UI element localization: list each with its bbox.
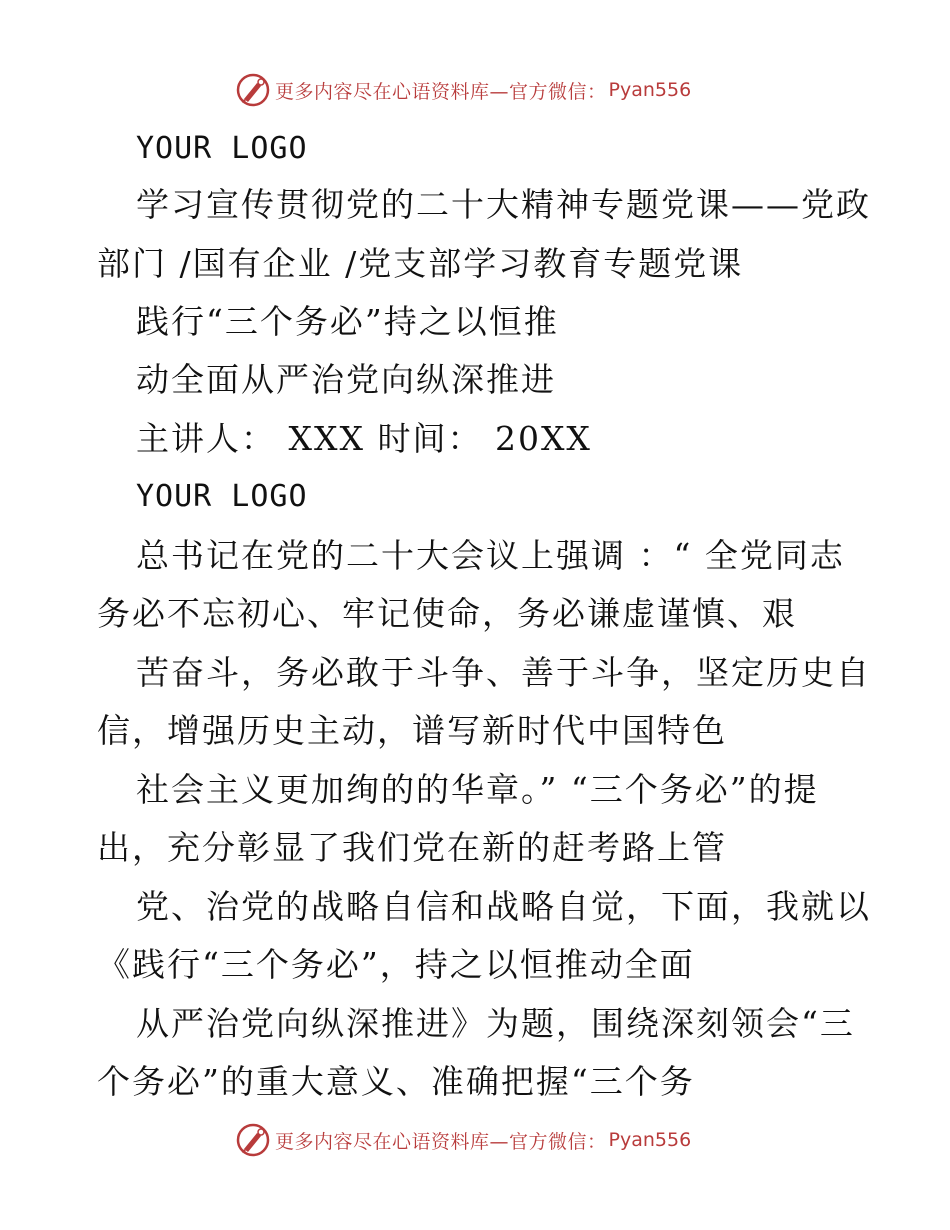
wechat-id: Pyan556 [608, 79, 692, 101]
paragraph-line: 苦奋斗，务必敢于斗争、善于斗争，坚定历史自 [136, 653, 871, 692]
pen-logo-icon [235, 72, 271, 108]
subtitle-line: 践行“三个务必”持之以恒推 [136, 302, 559, 341]
header-watermark [235, 70, 691, 110]
document-title-line: 部门 /国有企业 /党支部学习教育专题党课 [97, 244, 744, 283]
subtitle-line: 动全面从严治党向纵深推进 [136, 360, 556, 399]
paragraph-line: 出，充分彰显了我们党在新的赶考路上管 [97, 828, 727, 867]
paragraph-line: 总书记在党的二十大会议上强调 ：“ 全党同志 [136, 536, 845, 575]
speaker-time-line: 主讲人： XXX 时间： 20XX [136, 419, 592, 458]
paragraph-line: 个务必”的重大意义、准确把握“三个务 [97, 1062, 695, 1101]
paragraph-line: 党、治党的战略自信和战略自觉，下面，我就以 [136, 887, 871, 926]
watermark-text: 更多内容尽在心语资料库—官方微信： [275, 1130, 607, 1153]
footer-watermark [235, 1120, 691, 1160]
logo-placeholder: YOUR LOGO [136, 131, 308, 166]
pen-logo-icon [235, 1122, 271, 1158]
paragraph-line: 社会主义更加绚的的华章。” “三个务必”的提 [136, 770, 819, 809]
logo-placeholder: YOUR LOGO [136, 479, 308, 514]
paragraph-line: 《践行“三个务必”，持之以恒推动全面 [97, 945, 695, 984]
document-title-line: 学习宣传贯彻党的二十大精神专题党课——党政 [136, 185, 871, 224]
paragraph-line: 从严治党向纵深推进》为题，围绕深刻领会“三 [136, 1004, 855, 1043]
watermark-text: 更多内容尽在心语资料库—官方微信： [275, 80, 607, 103]
wechat-id: Pyan556 [608, 1129, 692, 1151]
paragraph-line: 务必不忘初心、牢记使命，务必谦虚谨慎、艰 [97, 594, 797, 633]
paragraph-line: 信，增强历史主动，谱写新时代中国特色 [97, 711, 727, 750]
